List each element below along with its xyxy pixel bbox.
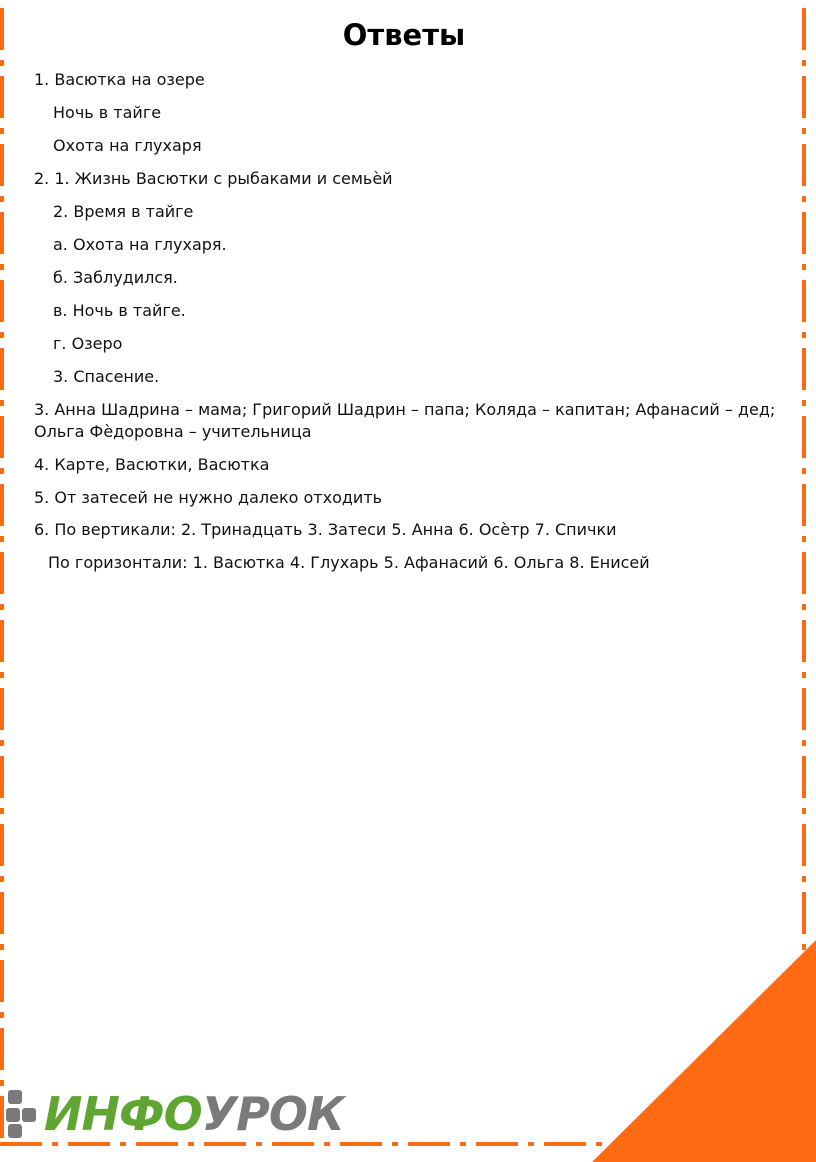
infourok-logo — [4, 1086, 364, 1142]
answer-line: г. Озеро — [53, 334, 123, 353]
answer-line: 1. Васютка на озере — [34, 70, 205, 89]
answer-line: б. Заблудился. — [53, 268, 178, 287]
answer-line: 5. От затесей не нужно далеко отходить — [34, 488, 383, 507]
answer-line: По горизонтали: 1. Васютка 4. Глухарь 5. Афанасий 6. Ольга 8. Енисей — [48, 553, 650, 572]
answer-line: 6. По вертикали: 2. Тринадцать 3. Затеси 5. Анна 6. Осѐтр 7. Спички — [34, 520, 617, 539]
logo-part-info: ИНФО — [44, 1087, 202, 1141]
corner-triangle — [592, 940, 816, 1162]
answer-line: 2. 1. Жизнь Васютки с рыбаками и семьѐй — [34, 169, 393, 188]
answer-line: Ночь в тайге — [53, 103, 162, 122]
logo-wordmark — [44, 1086, 344, 1142]
answer-line: 3. Спасение. — [53, 367, 160, 386]
answer-line: Охота на глухаря — [53, 136, 202, 155]
logo-part-urok: УРОК — [201, 1087, 344, 1141]
answer-line: в. Ночь в тайге. — [53, 301, 186, 320]
answer-line: 3. Анна Шадрина – мама; Григорий Шадрин – папа; Коляда – капитан; Афанасий – дед; Ольга Фѐдоровна – учительница — [34, 400, 776, 441]
logo-mark-icon — [4, 1088, 40, 1140]
page-title: Ответы — [342, 18, 466, 52]
answer-line: 2. Время в тайге — [53, 202, 194, 221]
answer-line: а. Охота на глухаря. — [53, 235, 227, 254]
answer-line: 4. Карте, Васютки, Васютка — [34, 455, 270, 474]
